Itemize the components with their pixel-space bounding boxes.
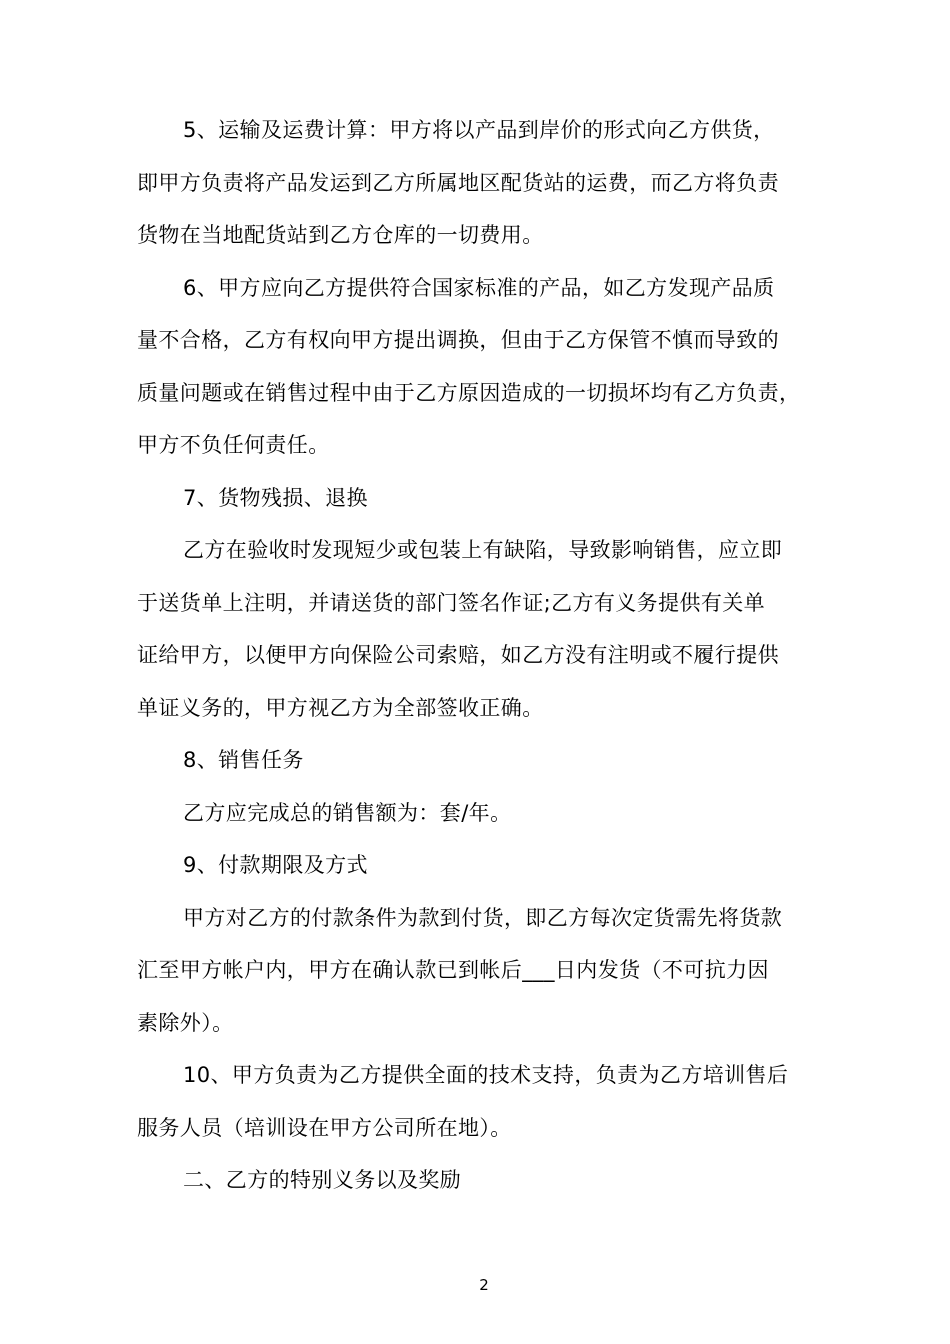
text-line: 量不合格，乙方有权向甲方提出调换，但由于乙方保管不慎而导致的 [137,328,779,352]
text-line: 6、甲方应向乙方提供符合国家标准的产品，如乙方发现产品质 [183,276,775,300]
section-heading: 9、付款期限及方式 [183,853,368,877]
text-line: 于送货单上注明，并请送货的部门签名作证;乙方有义务提供有关单 [137,591,766,615]
text-line: 即甲方负责将产品发运到乙方所属地区配货站的运费，而乙方将负责 [137,171,779,195]
text-line: 乙方在验收时发现短少或包装上有缺陷，导致影响销售，应立即 [183,538,783,562]
section-heading: 8、销售任务 [183,748,304,772]
text-line: 服务人员（培训设在甲方公司所在地）。 [137,1116,512,1140]
text-line: 汇至甲方帐户内，甲方在确认款已到帐后___日内发货（不可抗力因 [137,958,769,982]
text-line: 甲方对乙方的付款条件为款到付货，即乙方每次定货需先将货款 [183,906,783,930]
text-line: 素除外）。 [137,1011,234,1035]
text-line: 质量问题或在销售过程中由于乙方原因造成的一切损坏均有乙方负责， [137,381,801,405]
text-line: 证给甲方，以便甲方向保险公司索赔，如乙方没有注明或不履行提供 [137,643,779,667]
text-line: 乙方应完成总的销售额为：套/年。 [183,801,512,825]
text-line: 10、甲方负责为乙方提供全面的技术支持，负责为乙方培训售后 [183,1063,789,1087]
section-heading: 二、乙方的特别义务以及奖励 [183,1168,462,1192]
page-number: 2 [479,1276,489,1294]
section-heading: 7、货物残损、退换 [183,486,368,510]
text-line: 单证义务的，甲方视乙方为全部签收正确。 [137,696,544,720]
text-line: 货物在当地配货站到乙方仓库的一切费用。 [137,223,544,247]
text-line: 甲方不负任何责任。 [137,433,330,457]
text-line: 5、运输及运费计算：甲方将以产品到岸价的形式向乙方供货， [183,118,775,142]
